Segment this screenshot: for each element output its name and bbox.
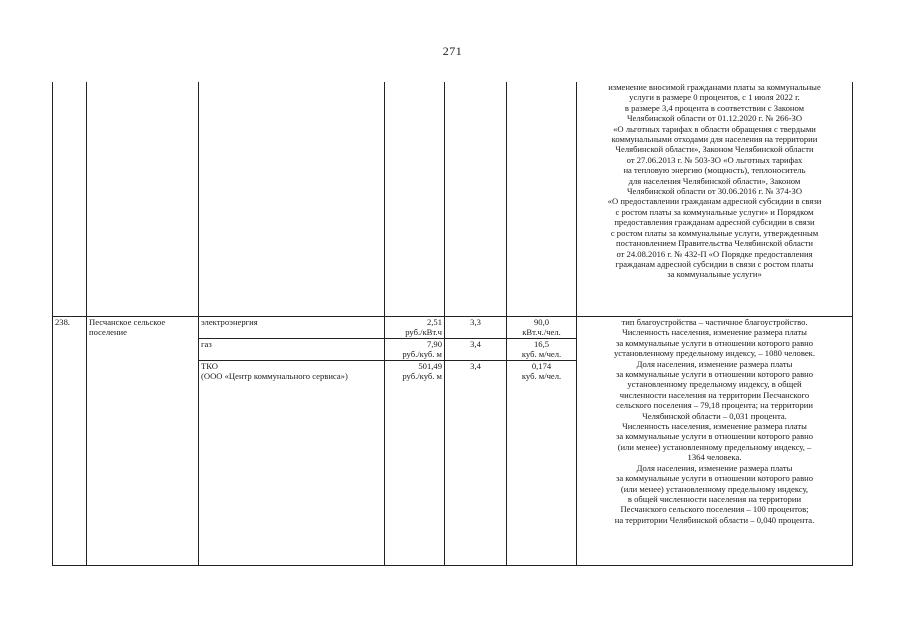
entry-description: тип благоустройства – частичное благоустройство. Численность населения, изменение размера платы за коммунальные услуги в отношении которого равно установленному предельному индексу, – 1080 человек. Доля населения, изменение размера платы за коммунальные услуги в отношении которого равно установленному предельному индексу, в общей численности населения на территории Песчанского сельского поселения – 79,18 процента; на территории Челябинской области – 0,031 процента. Численность населения, изменение размера платы за коммунальные услуги в отношении которого равно (или менее) установленному предельному индексу, – 1364 человека. Доля населения, изменение размера платы за коммунальные услуги в отношении которого равно (или менее) установленному предельному индексу, в общей численности населения на территории Песчанского сельского поселения – 100 процентов; на территории Челябинской области – 0,040 процента. [577,317,853,566]
percent-cell: 3,4 [445,339,507,361]
tariff-cell: 7,90 руб./куб. м [385,339,445,361]
entry-number: 238. [53,317,87,566]
norm-cell: 0,174 куб. м/чел. [507,361,577,566]
percent-cell: 3,4 [445,361,507,566]
service-name: электроэнергия [199,317,385,339]
page-number: 271 [442,44,463,58]
tariff-cell: 501,49 руб./куб. м [385,361,445,566]
cell-empty [53,82,87,317]
norm-cell: 16,5 куб. м/чел. [507,339,577,361]
table-row [53,317,853,339]
tariff-cell: 2,51 руб./кВт.ч [385,317,445,339]
service-name: газ [199,339,385,361]
continuation-row [53,82,853,317]
cell-empty [199,82,385,317]
cell-empty [445,82,507,317]
norm-cell: 90,0 кВт.ч./чел. [507,317,577,339]
cell-empty [385,82,445,317]
settlement-name: Песчанское сельское поселение [87,317,199,566]
tariff-table [52,82,853,566]
cell-empty [507,82,577,317]
cell-empty [87,82,199,317]
continuation-text: изменение вносимой гражданами платы за коммунальные услуги в размере 0 процентов, с 1 июля 2022 г. в размере 3,4 процента в соответствии с Законом Челябинской области от 01.12.2020 г. № 266-ЗО «О льготных тарифах в области обращения с твердыми коммунальными отходами для населения на территории Челябинской области», Законом Челябинской области от 27.06.2013 г. № 503-ЗО «О льготных тарифах на тепловую энергию (мощность), теплоноситель для населения Челябинской области», Законом Челябинской области от 30.06.2016 г. № 374-ЗО «О предоставлении гражданам адресной субсидии в связи с ростом платы за коммунальные услуги» и Порядком предоставления гражданам адресной субсидии в связи с ростом платы за коммунальные услуги, утвержденным постановлением Правительства Челябинской области от 24.08.2016 г. № 432-П «О Порядке предоставления гражданам адресной субсидии в связи с ростом платы за коммунальные услуги» [577,82,853,317]
percent-cell: 3,3 [445,317,507,339]
service-name: ТКО (ООО «Центр коммунального сервиса») [199,361,385,566]
